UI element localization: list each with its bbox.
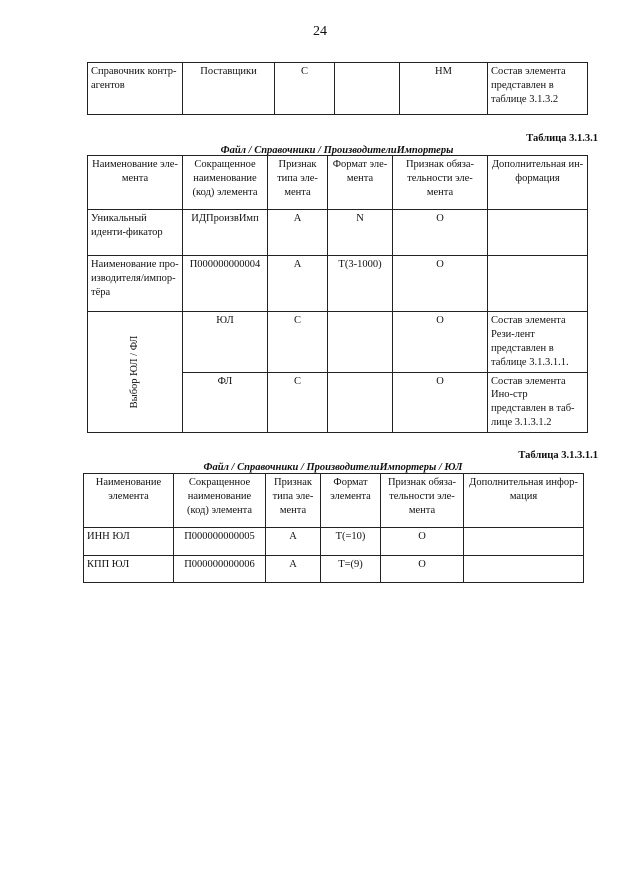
table-cell: А xyxy=(268,210,328,256)
column-header: Наименование эле-мента xyxy=(88,156,183,210)
column-header: Сокращенное наименование (код) элемента xyxy=(183,156,268,210)
table-row xyxy=(88,312,588,373)
table-cell: О xyxy=(393,256,488,312)
table-cell: Т(3-1000) xyxy=(328,256,393,312)
table-cell: С xyxy=(275,63,335,115)
table-row xyxy=(84,556,584,583)
table-cell: Уникальный иденти-фикатор xyxy=(88,210,183,256)
column-header: Дополнительная инфор-мация xyxy=(464,474,584,528)
top-table xyxy=(87,62,588,115)
table-cell: А xyxy=(266,556,321,583)
column-header: Наименование элемента xyxy=(84,474,174,528)
table-row xyxy=(88,63,588,115)
table-cell: П000000000006 xyxy=(174,556,266,583)
table-cell: П000000000005 xyxy=(174,528,266,556)
table-cell xyxy=(464,556,584,583)
table2-title: Файл / Справочники / ПроизводителиИмпортеры / ЮЛ xyxy=(203,462,463,473)
table-cell: Справочник контр-агентов xyxy=(88,63,183,115)
table-cell: ИНН ЮЛ xyxy=(84,528,174,556)
choice-label: Выбор ЮЛ / ФЛ xyxy=(129,335,141,409)
table-cell: С xyxy=(268,312,328,373)
table-cell: Состав элемента Ино-стр представлен в таб-лице 3.1.3.1.2 xyxy=(488,372,588,433)
column-header: Дополнительная ин-формация xyxy=(488,156,588,210)
page-number: 24 xyxy=(313,24,327,39)
table-cell: НМ xyxy=(400,63,488,115)
table-cell xyxy=(328,372,393,433)
table-cell: О xyxy=(381,556,464,583)
table-cell: ИДПроизвИмп xyxy=(183,210,268,256)
column-header: Формат элемента xyxy=(321,474,381,528)
table-cell: А xyxy=(266,528,321,556)
table-cell: ФЛ xyxy=(183,372,268,433)
table-row xyxy=(88,256,588,312)
column-header: Признак типа эле-мента xyxy=(266,474,321,528)
column-header: Признак обяза-тельности эле-мента xyxy=(393,156,488,210)
table-cell: Состав элемента Рези-лент представлен в таблице 3.1.3.1.1. xyxy=(488,312,588,373)
table-row xyxy=(84,528,584,556)
table-cell: Т(=10) xyxy=(321,528,381,556)
table-cell xyxy=(464,528,584,556)
table-cell: Состав элемента представлен в таблице 3.1.3.2 xyxy=(488,63,588,115)
table-cell: N xyxy=(328,210,393,256)
table2-label: Таблица 3.1.3.1.1 xyxy=(518,450,598,461)
table-cell: Наименование про-изводителя/импор-тёра xyxy=(88,256,183,312)
table-cell: КПП ЮЛ xyxy=(84,556,174,583)
table1-title: Файл / Справочники / ПроизводителиИмпортеры xyxy=(220,145,454,156)
column-header: Признак типа эле-мента xyxy=(268,156,328,210)
column-header: Сокращенное наименование (код) элемента xyxy=(174,474,266,528)
table-cell: О xyxy=(393,312,488,373)
table-cell: А xyxy=(268,256,328,312)
table-cell xyxy=(335,63,400,115)
column-header: Признак обяза-тельности эле-мента xyxy=(381,474,464,528)
table1 xyxy=(87,155,588,433)
table-header-row xyxy=(88,156,588,210)
table-row xyxy=(88,210,588,256)
table-cell: Поставщики xyxy=(183,63,275,115)
table-cell: Т=(9) xyxy=(321,556,381,583)
table-cell: ЮЛ xyxy=(183,312,268,373)
table-cell: П000000000004 xyxy=(183,256,268,312)
table-cell: О xyxy=(393,372,488,433)
column-header: Формат эле-мента xyxy=(328,156,393,210)
choice-label-cell xyxy=(88,312,183,433)
table2 xyxy=(83,473,584,583)
table-cell xyxy=(488,210,588,256)
table-cell xyxy=(328,312,393,373)
table1-label: Таблица 3.1.3.1 xyxy=(526,133,598,144)
table-cell: О xyxy=(381,528,464,556)
table-cell: О xyxy=(393,210,488,256)
table-cell: С xyxy=(268,372,328,433)
table-cell xyxy=(488,256,588,312)
table-header-row xyxy=(84,474,584,528)
